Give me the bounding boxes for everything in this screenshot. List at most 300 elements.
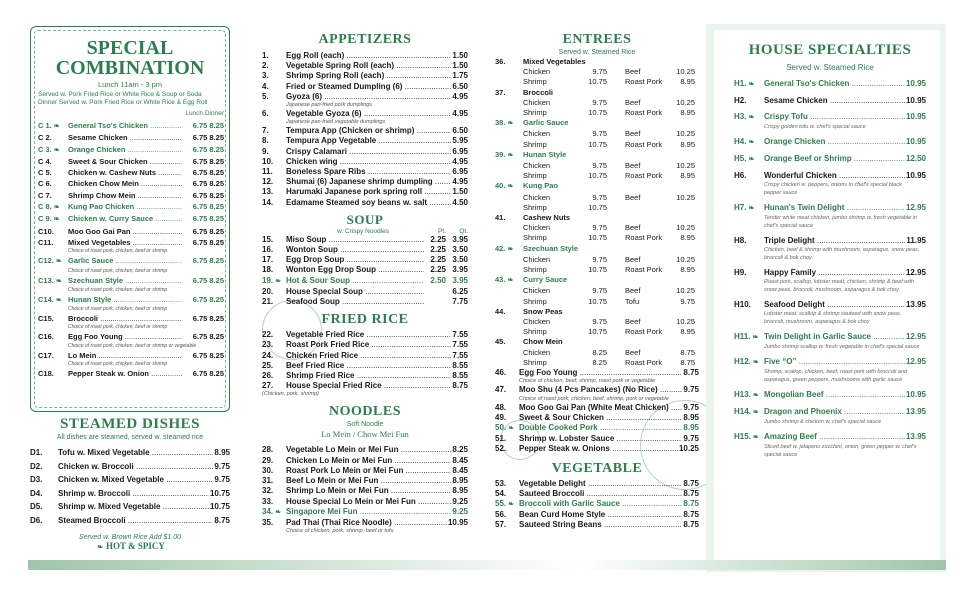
entree-option-row xyxy=(495,129,699,139)
item-prices xyxy=(182,294,224,305)
item-name: Wonderful Chicken ..... xyxy=(764,170,905,181)
item-prices xyxy=(182,313,224,324)
lunch-price: 6.75 xyxy=(192,144,208,154)
dinner-price: 8.25 xyxy=(209,144,224,154)
house-specialty-item xyxy=(734,406,926,426)
item-number: H15. ❧ xyxy=(734,432,759,441)
item-price: 8.25 xyxy=(452,445,468,455)
entree-group-header xyxy=(495,181,699,192)
protein-price: 8.95 xyxy=(680,77,695,87)
leaf-hot-icon: ❧ xyxy=(55,296,62,304)
item-price: 5.95 xyxy=(452,136,468,146)
menu-item xyxy=(262,187,468,197)
item-number: C10. xyxy=(38,226,54,236)
menu-item xyxy=(495,434,699,444)
entree-option-row xyxy=(495,233,699,243)
entree-option-row xyxy=(495,77,699,87)
menu-item xyxy=(262,507,468,518)
menu-item xyxy=(262,92,468,102)
item-name: Gyoza (6) ..... xyxy=(286,92,451,102)
item-name: House Special Soup ..... xyxy=(286,287,424,297)
leaf-hot-icon: ❧ xyxy=(97,542,104,551)
protein-name: Beef xyxy=(625,254,641,264)
leaf-hot-icon: ❧ xyxy=(53,123,60,130)
dinner-price: 8.25 xyxy=(209,294,224,304)
item-number: 14. xyxy=(262,197,274,207)
combo-item xyxy=(38,132,224,143)
item-note: Choice of roast pork, chicken, beef or shrimp xyxy=(68,361,168,368)
dinner-price: 8.25 xyxy=(209,168,224,178)
dinner-price: 8.25 xyxy=(209,190,224,200)
entree-group-header xyxy=(495,337,699,347)
entree-group-header xyxy=(495,213,699,223)
served-info xyxy=(38,91,224,107)
house-specialty-item xyxy=(734,431,926,459)
noodles-note: Choice of chicken, pork, shrimp, beef or tofu xyxy=(286,528,394,535)
menu-item xyxy=(30,473,230,487)
item-description: Shrimp, scallop, chicken, beef, roast pork with broccoli and asparagus, green peppers, mushrooms with garlic sauce xyxy=(764,369,908,383)
steamed-dishes-section xyxy=(30,416,230,551)
spacer xyxy=(495,98,523,108)
item-name: Hunan's Twin Delight ..... xyxy=(764,202,905,213)
item-number: 37. xyxy=(495,87,506,97)
combo-item xyxy=(38,237,224,248)
menu-item xyxy=(495,499,699,510)
protein-price xyxy=(667,203,695,213)
combo-item xyxy=(38,167,224,178)
protein-name: Chicken xyxy=(523,67,551,77)
menu-item xyxy=(495,520,699,530)
menu-item xyxy=(262,245,468,255)
item-number: C 2. xyxy=(38,133,52,143)
item-number: 15. xyxy=(262,234,274,244)
spacer xyxy=(495,161,523,171)
item-number: 49. xyxy=(495,412,507,422)
item-price: 4.95 xyxy=(452,177,468,187)
item-number: 55. ❧ xyxy=(495,498,514,508)
item-name: Sauteed Broccoli ..... xyxy=(519,489,682,499)
item-price: 9.75 xyxy=(214,475,230,485)
item-name: Shrimp w. Broccoli ..... xyxy=(58,487,209,501)
spacer xyxy=(495,140,523,150)
item-number: D5. xyxy=(30,502,43,512)
noodles-list xyxy=(262,445,468,528)
combo-item xyxy=(38,144,224,156)
item-prices xyxy=(182,350,224,361)
item-prices xyxy=(182,213,224,224)
lunch-price: 6.75 xyxy=(192,214,208,224)
item-number: 23. xyxy=(262,340,274,350)
item-name: Moo Goo Gai Pan ..... xyxy=(68,226,182,237)
pint-price: 2.25 xyxy=(430,245,446,255)
item-description: Jumbo shrimp scallop w. fresh vegetable in chef's special sauce xyxy=(764,344,920,350)
item-price: 10.95 xyxy=(905,137,926,146)
item-prices xyxy=(182,255,224,266)
protein-price: 8.25 xyxy=(592,347,607,357)
item-name: Shrimp w. Lobster Sauce ..... xyxy=(519,434,682,444)
item-price: 10.75 xyxy=(209,488,230,498)
protein-name: Shrimp xyxy=(523,139,547,149)
combo-item xyxy=(38,255,224,267)
menu-item xyxy=(262,371,468,381)
spacer xyxy=(495,327,523,337)
item-number: 43. ❧ xyxy=(495,275,514,285)
house-specialty-item xyxy=(734,235,926,262)
item-name: Pepper Steak w. Onion ..... xyxy=(68,368,182,379)
hot-legend-text: HOT & SPICY xyxy=(106,540,165,551)
combo-item xyxy=(38,213,224,225)
item-name: Sesame Chicken ..... xyxy=(764,95,905,106)
menu-item xyxy=(495,479,699,489)
menu-item xyxy=(262,497,468,507)
combo-item xyxy=(38,156,224,167)
item-name: House Special Lo Mein or Mei Fun ..... xyxy=(286,497,451,507)
item-name: Vegetable Delight ..... xyxy=(519,479,682,489)
item-prices xyxy=(182,190,224,201)
protein-name: Beef xyxy=(625,192,641,202)
item-name: Double Cooked Pork ..... xyxy=(519,423,682,433)
menu-item xyxy=(734,202,926,214)
leaf-hot-icon: ❧ xyxy=(508,424,514,432)
quart-price: 3.95 xyxy=(452,275,468,285)
item-number: 56. xyxy=(495,510,507,520)
protein-price: 9.75 xyxy=(592,317,607,327)
dinner-price: 8.25 xyxy=(209,179,224,189)
item-name: Sesame Chicken ..... xyxy=(68,132,182,143)
combo-item xyxy=(38,120,224,132)
item-name: Sauteed String Beans ..... xyxy=(519,520,682,530)
item-price: 8.55 xyxy=(452,360,468,370)
item-number: 29. xyxy=(262,455,274,465)
protein-name: Shrimp xyxy=(523,357,547,367)
lunch-price: 6.75 xyxy=(192,226,208,236)
item-number: 42. ❧ xyxy=(495,243,514,253)
column-appetizers-soup-noodles xyxy=(262,24,468,535)
protein-name: Chicken xyxy=(523,317,551,327)
entree-option-row xyxy=(495,265,699,275)
leaf-hot-icon: ❧ xyxy=(748,139,755,146)
item-name: Dragon and Phoenix ..... xyxy=(764,406,905,417)
menu-item xyxy=(30,460,230,474)
protein-price: 10.25 xyxy=(676,67,695,77)
house-specialties-list xyxy=(734,78,926,459)
item-number: 21. xyxy=(262,297,274,307)
menu-item xyxy=(262,82,468,92)
item-price: 10.95 xyxy=(905,171,926,180)
item-number: H2. xyxy=(734,96,747,105)
item-name: Wonton Egg Drop Soup ..... xyxy=(286,265,424,275)
protein-name: Chicken xyxy=(523,223,551,233)
item-number: 7. xyxy=(262,126,269,136)
item-number: 50. ❧ xyxy=(495,422,514,432)
leaf-hot-icon: ❧ xyxy=(752,359,759,366)
item-name: Wonton Soup ..... xyxy=(286,245,424,255)
menu-item xyxy=(734,235,926,246)
entree-option-row xyxy=(495,327,699,337)
item-name: Harumaki Japanese pork spring roll ..... xyxy=(286,187,451,197)
item-name: Boneless Spare Ribs ..... xyxy=(286,167,451,177)
item-number: D4. xyxy=(30,488,43,498)
menu-item xyxy=(262,167,468,177)
item-name: Pepper Steak w. Onions ..... xyxy=(519,444,678,454)
item-number: 28. xyxy=(262,445,274,455)
leaf-hot-icon: ❧ xyxy=(748,114,755,121)
special-combination-title xyxy=(30,38,230,78)
item-prices xyxy=(182,120,224,131)
combo-item xyxy=(38,275,224,287)
item-number: 36. xyxy=(495,57,506,66)
item-name: Garlic Sauce xyxy=(523,118,569,128)
protein-name: Beef xyxy=(625,347,641,357)
item-name: Shrimp Chow Mein ..... xyxy=(68,190,182,201)
menu-item xyxy=(262,297,468,307)
item-number: 11. xyxy=(262,167,273,177)
item-name: Moo Goo Gai Pan (White Meat Chicken) ..... xyxy=(519,403,682,413)
item-name: Crispy Tofu ..... xyxy=(764,111,905,122)
item-price: 6.95 xyxy=(452,146,468,156)
column-entrees xyxy=(495,24,699,531)
item-name: Egg Drop Soup ..... xyxy=(286,255,424,265)
dinner-price: 8.25 xyxy=(209,121,224,130)
item-name: Steamed Broccoli ..... xyxy=(58,514,213,528)
served-dinner: Dinner Served w. Pork Fried Rice or White Rice & Egg Roll xyxy=(38,99,208,106)
entree-group-header xyxy=(495,118,699,129)
lunch-price: 6.75 xyxy=(192,369,208,379)
item-name: Crispy Calamari ..... xyxy=(286,147,451,157)
lunch-price: 6.75 xyxy=(192,179,208,189)
item-name: Chicken Fried Rice ..... xyxy=(286,351,451,361)
menu-item xyxy=(734,170,926,181)
item-name: Chicken w. Broccoli ..... xyxy=(58,460,213,474)
leaf-hot-icon: ❧ xyxy=(508,500,514,508)
item-name: Tofu w. Mixed Vegetable ..... xyxy=(58,446,213,460)
item-name: Chicken Lo Mein or Mei Fun ..... xyxy=(286,456,451,466)
spacer xyxy=(495,171,523,181)
item-name: Broccoli xyxy=(523,87,554,97)
item-prices xyxy=(182,368,224,379)
protein-price: 10.75 xyxy=(588,108,607,118)
item-price: 8.55 xyxy=(452,371,468,381)
hot-legend xyxy=(30,541,230,551)
section-subtitle: Served w. Steamed Rice xyxy=(786,63,874,72)
leaf-hot-icon: ❧ xyxy=(507,183,514,191)
menu-item xyxy=(262,235,468,245)
menu-item xyxy=(734,267,926,278)
item-name: Shumai (6) Japanese shrimp dumpling ..... xyxy=(286,177,451,187)
item-name: Edamame Steamed soy beans w. salt ..... xyxy=(286,198,451,208)
item-name: Szechuan Style xyxy=(523,243,579,253)
item-name: General Tso's Chicken ..... xyxy=(68,120,182,131)
item-number: H6. xyxy=(734,171,747,180)
item-prices xyxy=(182,132,224,143)
item-number: 52. xyxy=(495,444,507,454)
item-prices xyxy=(182,178,224,189)
protein-name: Roast Pork xyxy=(625,108,663,118)
menu-item xyxy=(262,330,468,340)
item-price: 8.75 xyxy=(214,515,230,525)
item-name: Orange Chicken ..... xyxy=(68,144,182,155)
protein-name: Roast Pork xyxy=(625,327,663,337)
item-note: Japanese pan-fried vegetable dumplings xyxy=(286,119,386,126)
lunch-price: 6.75 xyxy=(192,237,208,247)
combo-item xyxy=(38,350,224,361)
item-name: Egg Foo Young ..... xyxy=(519,368,682,378)
item-price: 9.25 xyxy=(452,496,468,506)
item-name: Chicken w. Cashew Nuts ..... xyxy=(68,167,182,178)
protein-price: 9.75 xyxy=(592,254,607,264)
combo-item xyxy=(38,368,224,379)
title-line: SPECIAL xyxy=(86,37,174,59)
protein-name: Chicken xyxy=(523,129,551,139)
item-prices xyxy=(182,237,224,248)
menu-item xyxy=(262,265,468,275)
protein-name xyxy=(607,203,667,213)
house-specialty-item xyxy=(734,202,926,230)
menu-item xyxy=(734,406,926,418)
item-number: 3. xyxy=(262,71,269,81)
item-note: Choice of roast pork, chicken, beef or shrimp xyxy=(68,267,168,274)
protein-name: Shrimp xyxy=(523,171,547,181)
item-price: 9.75 xyxy=(683,402,699,412)
protein-name: Roast Pork xyxy=(625,233,663,243)
entree-items xyxy=(495,368,699,454)
item-number: 32. xyxy=(262,486,274,496)
entree-groups xyxy=(495,57,699,368)
item-name: Beef Fried Rice ..... xyxy=(286,361,451,371)
house-specialty-item xyxy=(734,136,926,148)
spacer xyxy=(495,265,523,275)
menu-item xyxy=(262,466,468,476)
lunch-price: 6.75 xyxy=(192,121,208,130)
item-prices xyxy=(182,144,224,155)
spacer xyxy=(495,108,523,118)
protein-price: 9.75 xyxy=(680,296,695,306)
item-number: C 5. xyxy=(38,168,52,178)
dinner-price: 8.25 xyxy=(209,226,224,236)
quart-price: 3.50 xyxy=(452,245,468,255)
soup-header xyxy=(262,228,468,235)
menu-item xyxy=(262,476,468,486)
lunch-price: 6.75 xyxy=(192,314,208,324)
item-price: 8.75 xyxy=(683,510,699,520)
item-name: Chow Mein xyxy=(523,337,563,347)
pint-price: 2.50 xyxy=(430,275,446,285)
item-number: 10. xyxy=(262,156,274,166)
menu-item xyxy=(734,95,926,106)
soup-list xyxy=(262,235,468,307)
item-number: 8. xyxy=(262,136,269,146)
item-number: 24. xyxy=(262,350,274,360)
protein-price: 9.75 xyxy=(592,286,607,296)
dinner-price: 8.25 xyxy=(209,369,224,379)
item-name: Chicken w. Curry Sauce ..... xyxy=(68,213,182,224)
combo-item xyxy=(38,294,224,306)
item-number: 38. ❧ xyxy=(495,118,514,128)
item-name: Mongolian Beef ..... xyxy=(764,389,905,400)
menu-item xyxy=(262,126,468,136)
lunch-price: 6.75 xyxy=(192,294,208,304)
protein-price: 9.75 xyxy=(592,67,607,77)
item-number: 2. xyxy=(262,61,269,71)
item-price: 8.95 xyxy=(452,476,468,486)
combo-item xyxy=(38,178,224,189)
item-number: D3. xyxy=(30,475,43,485)
item-name: Five “O” ..... xyxy=(764,356,905,367)
menu-item xyxy=(734,356,926,368)
protein-price: 10.25 xyxy=(676,254,695,264)
item-price: 10.95 xyxy=(905,96,926,105)
item-description: Tender white meat chicken, jumbo shrimp w. fresh vegetable in chef's special sauce xyxy=(764,215,917,229)
item-number: 27. xyxy=(262,381,274,391)
protein-name: Roast Pork xyxy=(625,139,663,149)
item-name: Vegetable Gyoza (6) ..... xyxy=(286,109,451,119)
protein-name: Beef xyxy=(625,161,641,171)
dinner-price: 8.25 xyxy=(209,350,224,360)
house-specialty-item xyxy=(734,267,926,294)
item-price: 8.95 xyxy=(452,486,468,496)
dinner-price: 8.25 xyxy=(209,202,224,212)
protein-name: Roast Pork xyxy=(625,357,663,367)
house-specialty-item xyxy=(734,78,926,90)
menu-item xyxy=(262,518,468,528)
item-number: C11. xyxy=(38,237,54,247)
item-number: 45. xyxy=(495,337,506,347)
house-specialty-item xyxy=(734,170,926,197)
item-number: 20. xyxy=(262,286,274,296)
leaf-hot-icon: ❧ xyxy=(507,120,514,128)
lunch-dinner-header: Lunch Dinner xyxy=(185,110,224,117)
spacer xyxy=(495,358,523,368)
item-number: 4. xyxy=(262,81,269,91)
protein-price: 8.95 xyxy=(680,327,695,337)
item-name: Cashew Nuts xyxy=(523,213,571,223)
item-name: General Tso's Chicken ..... xyxy=(764,78,905,89)
protein-price: 9.75 xyxy=(592,97,607,107)
item-name: House Special Fried Rice ..... xyxy=(286,381,451,391)
entree-option-row xyxy=(495,67,699,77)
menu-item xyxy=(30,500,230,514)
item-price: 8.95 xyxy=(683,412,699,422)
item-price: 4.95 xyxy=(452,109,468,119)
section-title: ENTREES xyxy=(562,32,632,47)
protein-price: 8.75 xyxy=(680,347,695,357)
item-name: Pad Thai (Thai Rice Noodle) ..... xyxy=(286,518,447,528)
menu-item xyxy=(30,514,230,528)
entree-option-row xyxy=(495,161,699,171)
protein-price: 8.95 xyxy=(680,265,695,275)
protein-price: 8.95 xyxy=(680,171,695,181)
entree-option-row xyxy=(495,203,699,213)
item-name: Shrimp Spring Roll (each) ..... xyxy=(286,71,451,81)
item-price: 13.95 xyxy=(905,407,926,416)
protein-price: 8.95 xyxy=(680,108,695,118)
item-price: 10.95 xyxy=(905,79,926,88)
item-price: 1.75 xyxy=(452,71,468,81)
combo-item xyxy=(38,313,224,324)
protein-name: Beef xyxy=(625,97,641,107)
item-number: C18. xyxy=(38,369,54,379)
item-name: Miso Soup ..... xyxy=(286,235,424,245)
item-number: C 3. ❧ xyxy=(38,144,60,154)
combo-item xyxy=(38,226,224,237)
menu-item xyxy=(495,423,699,434)
item-price: 6.95 xyxy=(452,167,468,177)
protein-price: 10.75 xyxy=(588,296,607,306)
menu-item xyxy=(262,276,468,287)
item-prices xyxy=(182,226,224,237)
item-name: Amazing Beef ..... xyxy=(764,431,905,442)
item-name: Beef Lo Mein or Mei Fun ..... xyxy=(286,476,451,486)
